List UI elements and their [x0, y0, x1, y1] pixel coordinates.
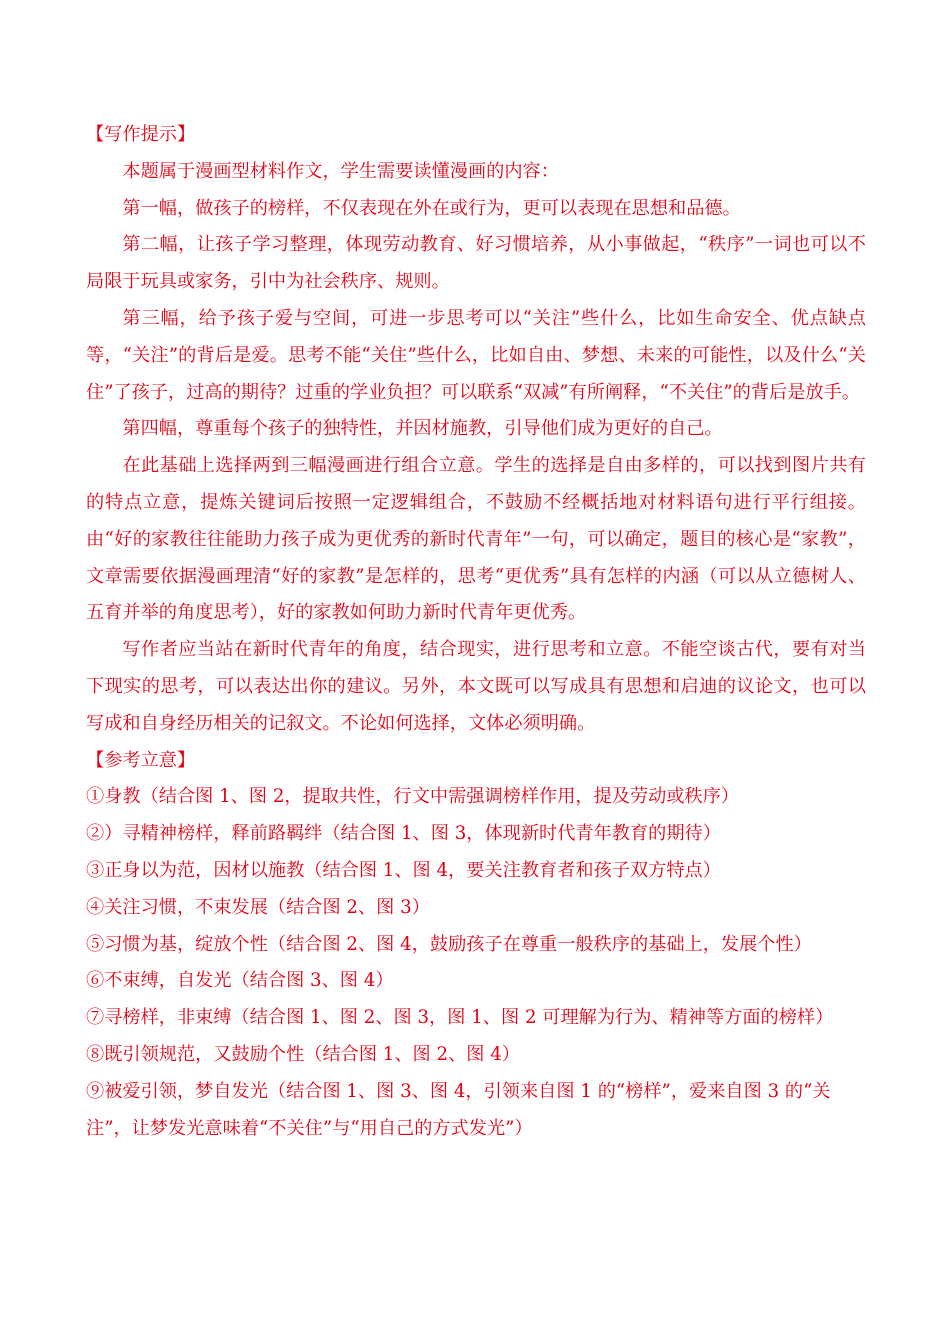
reference-idea-item: ③正身以为范，因材以施教（结合图 1、图 4，要关注教育者和孩子双方特点） — [86, 859, 721, 881]
reference-idea-item: ①身教（结合图 1、图 2，提取共性，行文中需强调榜样作用，提及劳动或秩序） — [86, 786, 740, 808]
reference-ideas-heading: 【参考立意】 — [86, 749, 196, 771]
document-page — [86, 117, 866, 1147]
writing-tips-heading: 【写作提示】 — [86, 124, 196, 145]
reference-idea-item: ⑨被爱引领，梦自发光（结合图 1、图 3、图 4，引领来自图 1 的“榜样”，爱来自图 3 的“关注”，让梦发光意味着“不关住”与“用自己的方式发光”） — [86, 1080, 831, 1139]
reference-idea-item: ④关注习惯，不束发展（结合图 2、图 3） — [86, 896, 430, 918]
reference-idea-item: ②）寻精神榜样，释前路羁绊（结合图 1、图 3，体现新时代青年教育的期待） — [86, 823, 721, 845]
tips-paragraph-panel-3: 第三幅，给予孩子爱与空间，可进一步思考可以“关注”些什么，比如生命安全、优点缺点等，“关注”的背后是爱。思考不能“关住”些什么，比如自由、梦想、未来的可能性，以及什么“关住”了孩子，过高的期待？过重的学业负担？可以联系“双减”有所阐释，“不关住”的背后是放手。 — [86, 307, 866, 403]
tips-paragraph-intro: 本题属于漫画型材料作文，学生需要读懂漫画的内容： — [122, 160, 559, 182]
tips-paragraph-panel-1: 第一幅，做孩子的榜样，不仅表现在外在或行为，更可以表现在思想和品德。 — [122, 197, 741, 219]
reference-idea-item: ⑥不束缚，自发光（结合图 3、图 4） — [86, 970, 394, 992]
reference-idea-item: ⑧既引领规范，又鼓励个性（结合图 1、图 2、图 4） — [86, 1043, 520, 1065]
reference-idea-item: ⑦寻榜样，非束缚（结合图 1、图 2、图 3，图 1、图 2 可理解为行为、精神等方面的榜样） — [86, 1007, 834, 1029]
reference-idea-item: ⑤习惯为基，绽放个性（结合图 2、图 4，鼓励孩子在尊重一般秩序的基础上，发展个性） — [86, 933, 812, 955]
tips-paragraph-panel-2: 第二幅，让孩子学习整理，体现劳动教育、好习惯培养，从小事做起，“秩序”一词也可以不局限于玩具或家务，引中为社会秩序、规则。 — [86, 234, 866, 293]
tips-paragraph-panel-4: 第四幅，尊重每个孩子的独特性，并因材施教，引导他们成为更好的自己。 — [122, 418, 723, 440]
tips-paragraph-combination: 在此基础上选择两到三幅漫画进行组合立意。学生的选择是自由多样的，可以找到图片共有的特点立意，提炼关键词后按照一定逻辑组合，不鼓励不经概括地对材料语句进行平行组接。由“好的家教往往能助力孩子成为更优秀的新时代青年”一句，可以确定，题目的核心是“家教”，文章需要依据漫画理清“好的家教”是怎样的，思考“更优秀”具有怎样的内涵（可以从立德树人、五育并举的角度思考），好的家教如何助力新时代青年更优秀。 — [86, 455, 866, 624]
tips-paragraph-perspective: 写作者应当站在新时代青年的角度，结合现实，进行思考和立意。不能空谈古代，要有对当下现实的思考，可以表达出你的建议。另外，本文既可以写成具有思想和启迪的议论文，也可以写成和自身经历相关的记叙文。不论如何选择，文体必须明确。 — [86, 639, 866, 734]
